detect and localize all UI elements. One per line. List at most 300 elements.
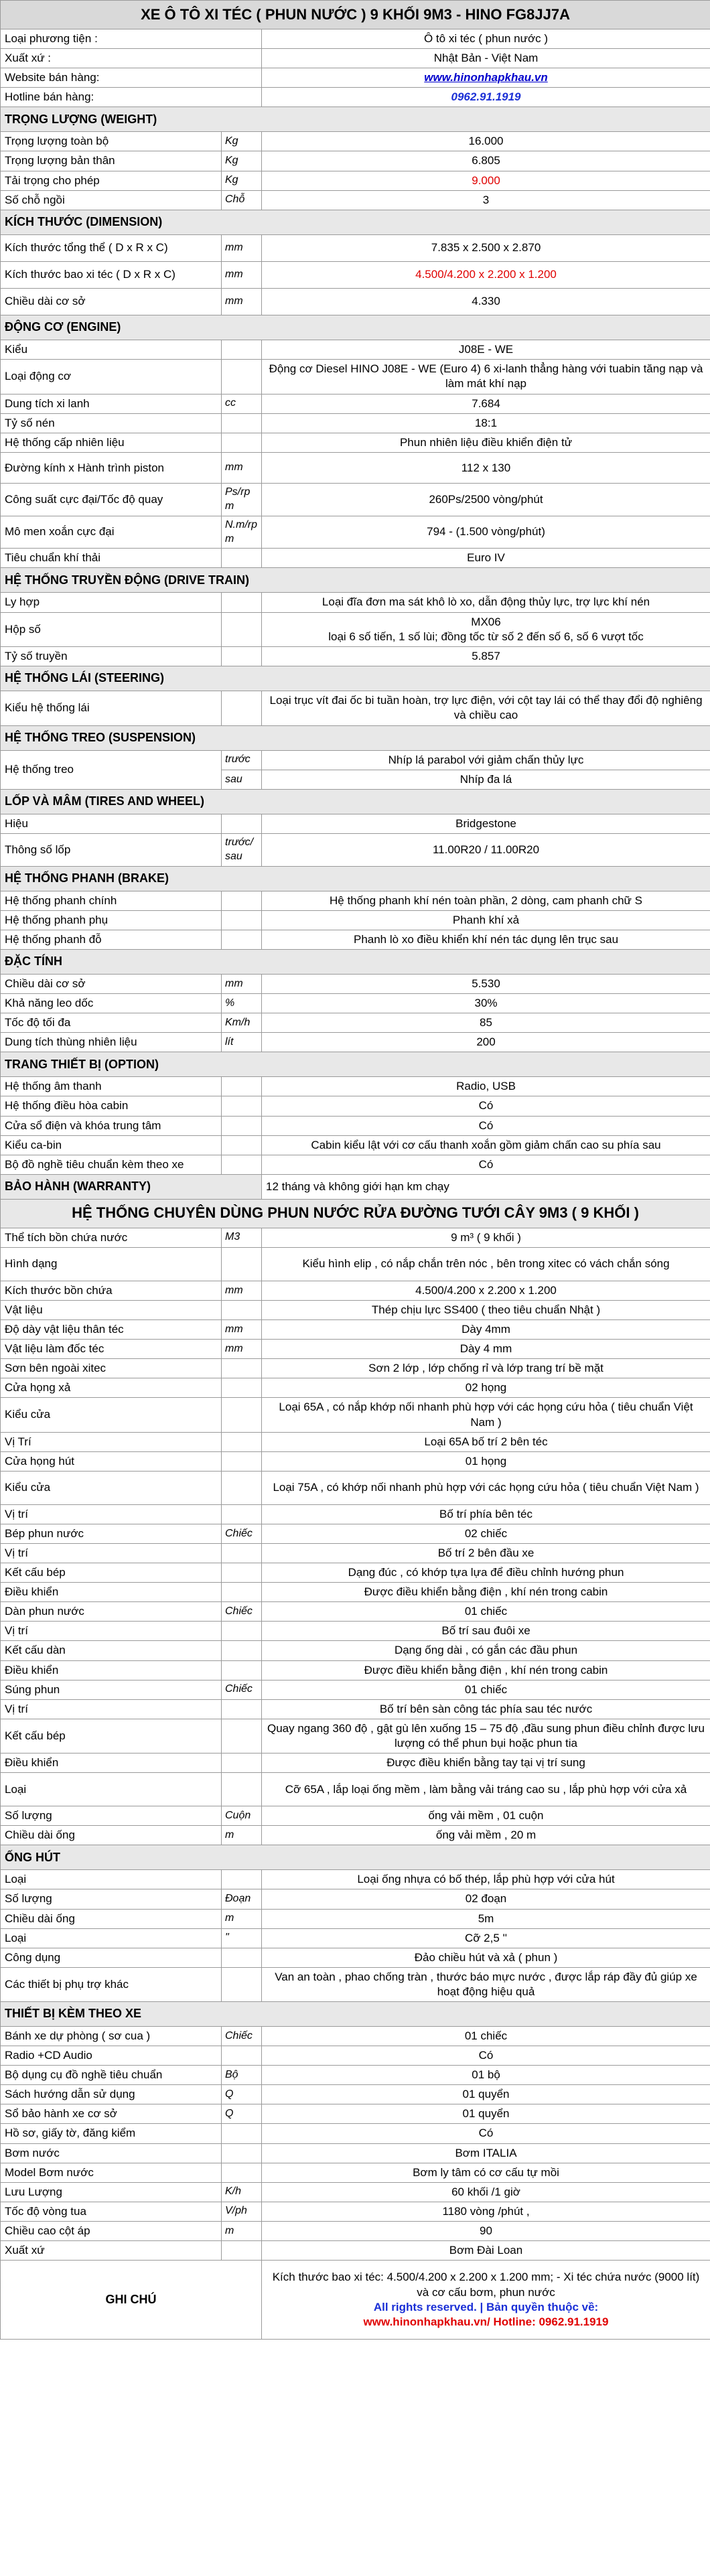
- spec-unit: [222, 691, 262, 725]
- spec-row: [1, 2066, 710, 2085]
- spec-value: 01 chiếc: [262, 1602, 710, 1622]
- spec-value: Phun nhiên liệu điều khiển điện tử: [262, 433, 710, 453]
- spec-value: Nhíp lá parabol với giảm chấn thủy lực: [262, 750, 710, 770]
- spec-row: [1, 1967, 710, 2001]
- spec-label: Dung tích xi lanh: [1, 394, 222, 413]
- spec-row: [1, 1398, 710, 1432]
- spec-label: Sơn bên ngoài xitec: [1, 1359, 222, 1378]
- spec-unit: mm: [222, 453, 262, 484]
- spec-row: [1, 1909, 710, 1928]
- spec-unit: [222, 1563, 262, 1583]
- spec-unit: [222, 359, 262, 394]
- spec-value: Có: [262, 1155, 710, 1174]
- spec-value: Bơm ITALIA: [262, 2143, 710, 2163]
- spec-value: Được điều khiển bằng điện , khí nén trong cabin: [262, 1660, 710, 1680]
- spec-unit: [222, 1544, 262, 1563]
- spec-row: [1, 1033, 710, 1052]
- spec-row: [1, 930, 710, 949]
- spec-value: Động cơ Diesel HINO J08E - WE (Euro 4) 6 xi-lanh thẳng hàng với tuabin tăng nạp và làm mát khí nạp: [262, 359, 710, 394]
- spec-unit: [222, 1870, 262, 1889]
- spec-value: 02 chiếc: [262, 1524, 710, 1543]
- spec-row: [1, 190, 710, 210]
- spec-value: Bơm ly tâm có cơ cấu tự mồi: [262, 2163, 710, 2182]
- spec-row: [1, 1340, 710, 1359]
- spec-unit: trước: [222, 750, 262, 770]
- spec-unit: M3: [222, 1228, 262, 1247]
- spec-unit: [222, 612, 262, 646]
- spec-label: Loại động cơ: [1, 359, 222, 394]
- section-heading: LỐP VÀ MÂM (TIRES AND WHEEL): [1, 789, 710, 814]
- spec-row: [1, 453, 710, 484]
- spec-label: Hệ thống điều hòa cabin: [1, 1096, 222, 1116]
- spec-label: Các thiết bị phụ trợ khác: [1, 1967, 222, 2001]
- spec-row: [1, 1013, 710, 1033]
- spec-row: [1, 1622, 710, 1641]
- spec-row: [1, 994, 710, 1013]
- spec-unit: [222, 1116, 262, 1135]
- spec-row: [1, 1583, 710, 1602]
- spec-unit: [222, 2046, 262, 2066]
- spec-label: Loại: [1, 1773, 222, 1806]
- spec-value: 4.330: [262, 288, 710, 315]
- spec-row: [1, 691, 710, 725]
- spec-row: [1, 1451, 710, 1471]
- spec-label: Tỷ số nén: [1, 413, 222, 433]
- section-heading: THIẾT BỊ KÈM THEO XE: [1, 2001, 710, 2026]
- spec-unit: [222, 1300, 262, 1319]
- spec-row: [1, 910, 710, 930]
- spec-unit: ": [222, 1928, 262, 1948]
- spec-value: Cỡ 2,5 '': [262, 1928, 710, 1948]
- header-label: Website bán hàng:: [1, 68, 262, 88]
- spec-row: [1, 433, 710, 453]
- spec-unit: Kg: [222, 132, 262, 151]
- spec-row: [1, 1699, 710, 1719]
- spec-value: 4.500/4.200 x 2.200 x 1.200: [262, 1281, 710, 1300]
- section-heading: KÍCH THƯỚC (DIMENSION): [1, 210, 710, 234]
- section-heading: TRANG THIẾT BỊ (OPTION): [1, 1052, 710, 1077]
- spec-row: [1, 413, 710, 433]
- spec-row: [1, 2163, 710, 2182]
- spec-label: Hệ thống cấp nhiên liệu: [1, 433, 222, 453]
- section-hose: [1, 1845, 710, 1870]
- spec-unit: lít: [222, 1033, 262, 1052]
- spec-unit: [222, 1948, 262, 1967]
- spec-row: [1, 1826, 710, 1845]
- spec-row: [1, 1096, 710, 1116]
- spec-value: Phanh khí xả: [262, 910, 710, 930]
- spec-value: Loại ống nhựa có bố thép, lắp phù hợp với cửa hút: [262, 1870, 710, 1889]
- spec-value: 11.00R20 / 11.00R20: [262, 834, 710, 867]
- spec-row: [1, 1773, 710, 1806]
- section-suspension: [1, 725, 710, 750]
- spec-label: Số chỗ ngồi: [1, 190, 222, 210]
- spec-value: 112 x 130: [262, 453, 710, 484]
- spec-unit: [222, 1432, 262, 1451]
- spec-value: Bố trí phía bên téc: [262, 1504, 710, 1524]
- spec-label: Công dụng: [1, 1948, 222, 1967]
- section-tires: [1, 789, 710, 814]
- spec-value: Bố trí 2 bên đầu xe: [262, 1544, 710, 1563]
- spec-label: Đường kính x Hành trình piston: [1, 453, 222, 484]
- spec-row: [1, 1504, 710, 1524]
- spec-row: [1, 1228, 710, 1247]
- section-drivetrain: [1, 568, 710, 593]
- page-title: XE Ô TÔ XI TÉC ( PHUN NƯỚC ) 9 KHỐI 9M3 - HINO FG8JJ7A: [1, 1, 710, 29]
- spec-label: Điều khiển: [1, 1754, 222, 1773]
- warranty-value: 12 tháng và không giới hạn km chạy: [262, 1174, 710, 1199]
- spec-row: [1, 2182, 710, 2202]
- header-value: Nhật Bản - Việt Nam: [262, 49, 710, 68]
- spec-label: Trọng lượng bản thân: [1, 151, 222, 171]
- spec-unit: [222, 593, 262, 612]
- spec-unit: [222, 646, 262, 666]
- spec-value: Dạng ống dài , có gắn các đầu phun: [262, 1641, 710, 1660]
- spec-unit: mm: [222, 1281, 262, 1300]
- spec-label: Điều khiển: [1, 1660, 222, 1680]
- spec-unit: Q: [222, 2085, 262, 2104]
- spec-value: Đảo chiều hút và xả ( phun ): [262, 1948, 710, 1967]
- spec-value: Kiểu hình elip , có nắp chắn trên nóc , bên trong xitec có vách chắn sóng: [262, 1247, 710, 1281]
- spec-label: Vị trí: [1, 1699, 222, 1719]
- spec-row: [1, 1524, 710, 1543]
- spec-value: Bố trí bên sàn công tác phía sau téc nước: [262, 1699, 710, 1719]
- spec-unit: [222, 1622, 262, 1641]
- spec-row: [1, 2241, 710, 2261]
- spec-row: [1, 1544, 710, 1563]
- spec-unit: mm: [222, 288, 262, 315]
- section-heading: HỆ THỐNG CHUYÊN DÙNG PHUN NƯỚC RỬA ĐƯỜNG TƯỚI CÂY 9M3 ( 9 KHỐI ): [1, 1199, 710, 1228]
- spec-value: J08E - WE: [262, 340, 710, 359]
- note-text: Kích thước bao xi téc: 4.500/4.200 x 2.200 x 1.200 mm; - Xi téc chứa nước (9000 lít) và cơ cấu bơm, phun nước: [272, 2271, 700, 2299]
- spec-unit: m: [222, 1909, 262, 1928]
- spec-row: [1, 1602, 710, 1622]
- section-features: [1, 949, 710, 974]
- section-heading: HỆ THỐNG TRUYỀN ĐỘNG (DRIVE TRAIN): [1, 568, 710, 593]
- spec-unit: [222, 930, 262, 949]
- spec-row: [1, 151, 710, 171]
- spec-row: [1, 1889, 710, 1909]
- spec-label: Cửa họng xả: [1, 1378, 222, 1398]
- spec-row: [1, 2143, 710, 2163]
- spec-label: Bộ dụng cụ đồ nghề tiêu chuẩn: [1, 2066, 222, 2085]
- section-heading: HỆ THỐNG PHANH (BRAKE): [1, 866, 710, 891]
- spec-unit: [222, 2143, 262, 2163]
- spec-unit: mm: [222, 974, 262, 993]
- spec-label: Kích thước bao xi téc ( D x R x C): [1, 261, 222, 288]
- section-heading: BẢO HÀNH (WARRANTY): [1, 1174, 262, 1199]
- spec-value: Loại 65A , có nắp khớp nối nhanh phù hợp với các họng cứu hỏa ( tiêu chuẩn Việt Nam ): [262, 1398, 710, 1432]
- spec-value: Bố trí sau đuôi xe: [262, 1622, 710, 1641]
- spec-value: Dày 4mm: [262, 1320, 710, 1340]
- spec-unit: [222, 1660, 262, 1680]
- spec-unit: sau: [222, 770, 262, 789]
- spec-row: [1, 234, 710, 261]
- spec-row: [1, 974, 710, 993]
- spec-row: [1, 2046, 710, 2066]
- spec-label: Kiểu cửa: [1, 1398, 222, 1432]
- spec-value: 01 quyển: [262, 2085, 710, 2104]
- spec-value: Cỡ 65A , lắp loại ống mềm , làm bằng vải tráng cao su , lắp phù hợp với cửa xả: [262, 1773, 710, 1806]
- spec-label: Hệ thống phanh đỗ: [1, 930, 222, 949]
- spec-row: [1, 1563, 710, 1583]
- spec-unit: mm: [222, 1340, 262, 1359]
- spec-row: [1, 1135, 710, 1155]
- spec-label: Radio +CD Audio: [1, 2046, 222, 2066]
- spec-unit: [222, 1504, 262, 1524]
- spec-row: [1, 288, 710, 315]
- spec-row: [1, 1155, 710, 1174]
- spec-label: Mô men xoắn cực đại: [1, 516, 222, 549]
- spec-row: [1, 1300, 710, 1319]
- spec-value: [262, 612, 710, 646]
- spec-unit: trước/sau: [222, 834, 262, 867]
- header-row: [1, 49, 710, 68]
- spec-unit: [222, 2241, 262, 2261]
- spec-unit: K/h: [222, 2182, 262, 2202]
- spec-unit: Kg: [222, 151, 262, 171]
- spec-label: Số lượng: [1, 1806, 222, 1826]
- spec-row: [1, 1719, 710, 1753]
- spec-unit: [222, 1135, 262, 1155]
- section-equipment: [1, 2001, 710, 2026]
- spec-unit: Chiếc: [222, 1524, 262, 1543]
- spec-row: [1, 359, 710, 394]
- spec-row: [1, 1247, 710, 1281]
- spec-unit: [222, 1773, 262, 1806]
- spec-value: Euro IV: [262, 549, 710, 568]
- spec-label: Dàn phun nước: [1, 1602, 222, 1622]
- spec-label: Kiểu cửa: [1, 1471, 222, 1504]
- spec-unit: [222, 413, 262, 433]
- spec-label: Trọng lượng toàn bộ: [1, 132, 222, 151]
- spec-value: 85: [262, 1013, 710, 1033]
- spec-value: Radio, USB: [262, 1077, 710, 1096]
- spec-value: 01 chiếc: [262, 2026, 710, 2046]
- spec-unit: m: [222, 1826, 262, 1845]
- spec-value: Được điều khiển bằng điện , khí nén trong cabin: [262, 1583, 710, 1602]
- spec-value: 01 quyển: [262, 2104, 710, 2124]
- website-link[interactable]: www.hinonhapkhau.vn: [262, 68, 710, 88]
- spec-value: Loại 65A bố trí 2 bên téc: [262, 1432, 710, 1451]
- spec-value: 5.857: [262, 646, 710, 666]
- header-label: Hotline bán hàng:: [1, 88, 262, 107]
- spec-unit: [222, 1719, 262, 1753]
- section-heading: TRỌNG LƯỢNG (WEIGHT): [1, 107, 710, 132]
- spec-label: Kết cấu dàn: [1, 1641, 222, 1660]
- spec-value: [262, 1228, 710, 1247]
- spec-value: 30%: [262, 994, 710, 1013]
- spec-row: [1, 814, 710, 833]
- section-special: [1, 1199, 710, 1228]
- spec-value: 01 chiếc: [262, 1680, 710, 1699]
- spec-label: Hồ sơ, giấy tờ, đăng kiểm: [1, 2124, 222, 2143]
- spec-value: Dày 4 mm: [262, 1340, 710, 1359]
- header-row: [1, 88, 710, 107]
- spec-label: Bơm nước: [1, 2143, 222, 2163]
- spec-unit: mm: [222, 1320, 262, 1340]
- section-dimension: [1, 210, 710, 234]
- spec-label: Độ dày vật liệu thân téc: [1, 1320, 222, 1340]
- spec-row: [1, 1320, 710, 1340]
- spec-label: Tải trọng cho phép: [1, 171, 222, 190]
- spec-label: Chiều dài cơ sở: [1, 974, 222, 993]
- spec-value: 02 họng: [262, 1378, 710, 1398]
- spec-label: Vật liệu làm đốc téc: [1, 1340, 222, 1359]
- spec-label: Sổ bảo hành xe cơ sở: [1, 2104, 222, 2124]
- spec-row: [1, 1281, 710, 1300]
- spec-label: Bộ đồ nghề tiêu chuẩn kèm theo xe: [1, 1155, 222, 1174]
- gearbox-description: loại 6 số tiến, 1 số lùi; đồng tốc từ số 2 đến số 6, số 6 vượt tốc: [328, 630, 644, 643]
- spec-row: [1, 1471, 710, 1504]
- spec-unit: [222, 1378, 262, 1398]
- spec-unit: [222, 1398, 262, 1432]
- spec-value: 01 bộ: [262, 2066, 710, 2085]
- spec-value: Bơm Đài Loan: [262, 2241, 710, 2261]
- spec-row: [1, 484, 710, 516]
- spec-row: [1, 171, 710, 190]
- spec-label: Thông số lốp: [1, 834, 222, 867]
- spec-label: Cửa sổ điện và khóa trung tâm: [1, 1116, 222, 1135]
- spec-value: Có: [262, 2124, 710, 2143]
- spec-label: Loại: [1, 1870, 222, 1889]
- header-label: Xuất xứ :: [1, 49, 262, 68]
- spec-row: [1, 1432, 710, 1451]
- spec-label: Kết cấu bép: [1, 1719, 222, 1753]
- spec-label: Chiều dài cơ sở: [1, 288, 222, 315]
- spec-value: 90: [262, 2221, 710, 2240]
- spec-label: Lưu Lượng: [1, 2182, 222, 2202]
- spec-value: Loại trục vít đai ốc bi tuần hoàn, trợ lực điện, với cột tay lái có thể thay đổi độ nghiêng và chiều cao: [262, 691, 710, 725]
- spec-label: Vị trí: [1, 1504, 222, 1524]
- spec-unit: [222, 1967, 262, 2001]
- spec-unit: [222, 2163, 262, 2182]
- section-steering: [1, 666, 710, 691]
- spec-label: Tiêu chuẩn khí thải: [1, 549, 222, 568]
- spec-unit: %: [222, 994, 262, 1013]
- spec-unit: [222, 910, 262, 930]
- spec-value: Dạng đúc , có khớp tựa lựa để điều chỉnh hướng phun: [262, 1563, 710, 1583]
- copyright-text: All rights reserved. | Bản quyền thuộc về:: [373, 2300, 599, 2313]
- spec-label: Model Bơm nước: [1, 2163, 222, 2182]
- header-value: Ô tô xi téc ( phun nước ): [262, 29, 710, 49]
- spec-label: Hệ thống treo: [1, 750, 222, 789]
- section-heading: ĐẶC TÍNH: [1, 949, 710, 974]
- spec-unit: mm: [222, 234, 262, 261]
- spec-unit: [222, 433, 262, 453]
- spec-unit: [222, 1077, 262, 1096]
- spec-unit: [222, 1583, 262, 1602]
- spec-value: Phanh lò xo điều khiển khí nén tác dụng lên trục sau: [262, 930, 710, 949]
- spec-label: Công suất cực đại/Tốc độ quay: [1, 484, 222, 516]
- spec-row: [1, 394, 710, 413]
- spec-unit: [222, 1699, 262, 1719]
- spec-row: [1, 1870, 710, 1889]
- spec-label: Vị Trí: [1, 1432, 222, 1451]
- header-row: [1, 29, 710, 49]
- spec-unit: V/ph: [222, 2202, 262, 2221]
- spec-label: Kiểu: [1, 340, 222, 359]
- spec-value: 6.805: [262, 151, 710, 171]
- spec-value: 5m: [262, 1909, 710, 1928]
- note-row: [1, 2261, 710, 2340]
- spec-label: Cửa họng hút: [1, 1451, 222, 1471]
- spec-unit: cc: [222, 394, 262, 413]
- spec-label: Kiểu hệ thống lái: [1, 691, 222, 725]
- spec-value: Sơn 2 lớp , lớp chống rỉ và lớp trang trí bề mặt: [262, 1359, 710, 1378]
- spec-unit: [222, 1641, 262, 1660]
- spec-row: [1, 891, 710, 910]
- spec-value: Hệ thống phanh khí nén toàn phần, 2 dòng, cam phanh chữ S: [262, 891, 710, 910]
- spec-value: Bridgestone: [262, 814, 710, 833]
- spec-unit: [222, 1359, 262, 1378]
- spec-row: [1, 1641, 710, 1660]
- spec-value: 60 khối /1 giờ: [262, 2182, 710, 2202]
- spec-value: Nhíp đa lá: [262, 770, 710, 789]
- spec-unit: [222, 1096, 262, 1116]
- spec-value: Van an toàn , phao chống tràn , thước báo mực nước , được lắp ráp đầy đủ giúp xe hoạt động hiệu quả: [262, 1967, 710, 2001]
- section-warranty: [1, 1174, 710, 1199]
- spec-value: 7.835 x 2.500 x 2.870: [262, 234, 710, 261]
- spec-label: Số lượng: [1, 1889, 222, 1909]
- spec-row: [1, 1806, 710, 1826]
- spec-value: 7.684: [262, 394, 710, 413]
- spec-row: [1, 516, 710, 549]
- spec-value: Quay ngang 360 độ , gật gù lên xuống 15 – 75 độ ,đầu sung phun điều chỉnh được lưu lượng có thể phun bụi hoặc phun tia: [262, 1719, 710, 1753]
- spec-value: Cabin kiểu lật với cơ cấu thanh xoắn gồm giảm chấn cao su phía sau: [262, 1135, 710, 1155]
- section-engine: [1, 315, 710, 340]
- spec-label: Hiệu: [1, 814, 222, 833]
- spec-label: Hệ thống phanh phụ: [1, 910, 222, 930]
- spec-label: Hệ thống âm thanh: [1, 1077, 222, 1096]
- website-hotline-link[interactable]: www.hinonhapkhau.vn/ Hotline: 0962.91.1919: [363, 2315, 609, 2328]
- spec-unit: mm: [222, 261, 262, 288]
- spec-unit: [222, 549, 262, 568]
- spec-row: [1, 1680, 710, 1699]
- spec-row: [1, 1077, 710, 1096]
- spec-label: Chiều cao cột áp: [1, 2221, 222, 2240]
- spec-unit: [222, 340, 262, 359]
- spec-label: Kích thước tổng thể ( D x R x C): [1, 234, 222, 261]
- section-heading: HỆ THỐNG TREO (SUSPENSION): [1, 725, 710, 750]
- spec-row: [1, 2124, 710, 2143]
- note-label: GHI CHÚ: [1, 2261, 262, 2340]
- spec-unit: m: [222, 2221, 262, 2240]
- spec-row: [1, 1660, 710, 1680]
- spec-value: Loại đĩa đơn ma sát khô lò xo, dẫn động thủy lực, trợ lực khí nén: [262, 593, 710, 612]
- spec-value: 16.000: [262, 132, 710, 151]
- header-row: [1, 68, 710, 88]
- spec-row: [1, 1754, 710, 1773]
- spec-label: Vị trí: [1, 1622, 222, 1641]
- spec-row: [1, 1359, 710, 1378]
- spec-label: Tốc độ tối đa: [1, 1013, 222, 1033]
- spec-value: 18:1: [262, 413, 710, 433]
- spec-value: 5.530: [262, 974, 710, 993]
- spec-value: 01 họng: [262, 1451, 710, 1471]
- spec-label: Sách hướng dẫn sử dụng: [1, 2085, 222, 2104]
- spec-row: [1, 2085, 710, 2104]
- spec-value: Có: [262, 2046, 710, 2066]
- spec-label: Ly hợp: [1, 593, 222, 612]
- section-brake: [1, 866, 710, 891]
- spec-unit: Kg: [222, 171, 262, 190]
- section-weight: [1, 107, 710, 132]
- spec-label: Khả năng leo dốc: [1, 994, 222, 1013]
- spec-row: [1, 1928, 710, 1948]
- section-option: [1, 1052, 710, 1077]
- spec-value: ống vải mềm , 20 m: [262, 1826, 710, 1845]
